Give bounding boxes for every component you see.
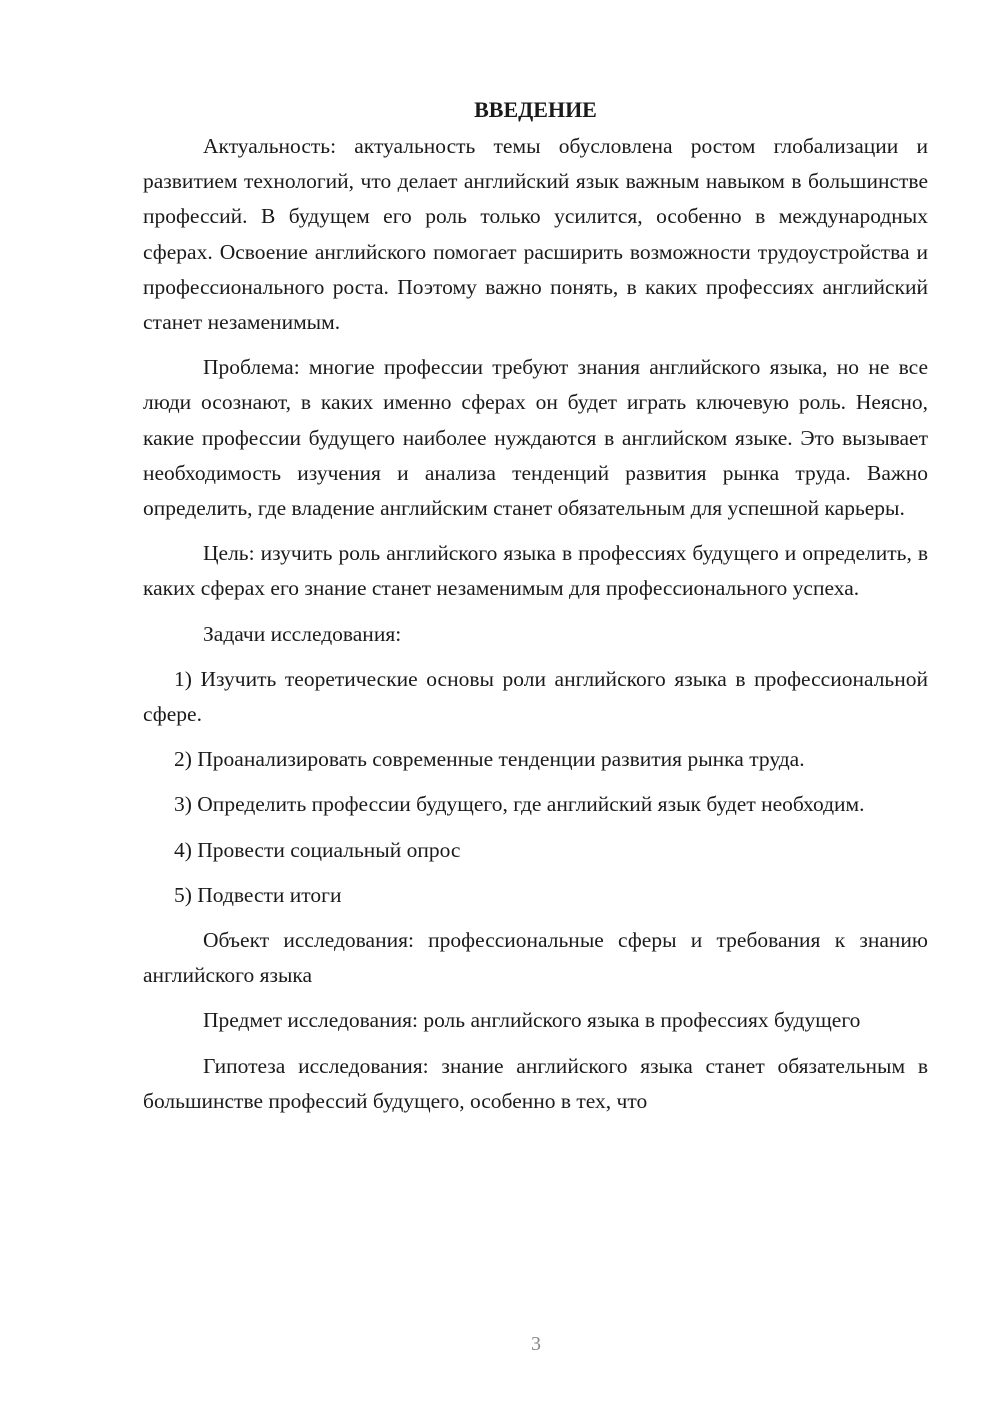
list-item: 3) Определить профессии будущего, где английский язык будет необходим. xyxy=(174,792,865,817)
document-page xyxy=(143,92,928,1129)
page-number: 3 xyxy=(531,1333,541,1355)
paragraph-hypothesis: Гипотеза исследования: знание английского языка станет обязательным в большинстве профессий будущего, особенно в тех, что xyxy=(143,1053,928,1113)
list-item: 4) Провести социальный опрос xyxy=(174,837,461,862)
list-item: 5) Подвести итоги xyxy=(174,882,342,907)
page-title: ВВЕДЕНИЕ xyxy=(474,97,597,122)
paragraph-goal: Цель: изучить роль английского языка в профессиях будущего и определить, в каких сферах его знание станет незаменимым для профессионального успеха. xyxy=(143,541,928,601)
paragraph-subject: Предмет исследования: роль английского языка в профессиях будущего xyxy=(203,1008,861,1033)
list-item: 1) Изучить теоретические основы роли английского языка в профессиональной сфере. xyxy=(143,666,928,727)
paragraph-object: Объект исследования: профессиональные сферы и требования к знанию английского языка xyxy=(143,928,928,988)
list-item: 2) Проанализировать современные тенденции развития рынка труда. xyxy=(174,747,805,772)
paragraph-problem: Проблема: многие профессии требуют знания английского языка, но не все люди осознают, в каких именно сферах он будет играть ключевую роль. Неясно, какие профессии будущего наиболее нуждаются в английском языке. Это вызывает необходимость изучения и анализа тенденций развития рынка труда. Важно определить, где владение английским станет обязательным для успешной карьеры. xyxy=(143,355,928,521)
paragraph-relevance: Актуальность: актуальность темы обусловлена ростом глобализации и развитием технологий, что делает английский язык важным навыком в большинстве профессий. В будущем его роль только усилится, особенно в международных сферах. Освоение английского помогает расширить возможности трудоустройства и профессионального роста. Поэтому важно понять, в каких профессиях английский станет незаменимым. xyxy=(143,134,928,335)
tasks-heading: Задачи исследования: xyxy=(203,621,402,646)
